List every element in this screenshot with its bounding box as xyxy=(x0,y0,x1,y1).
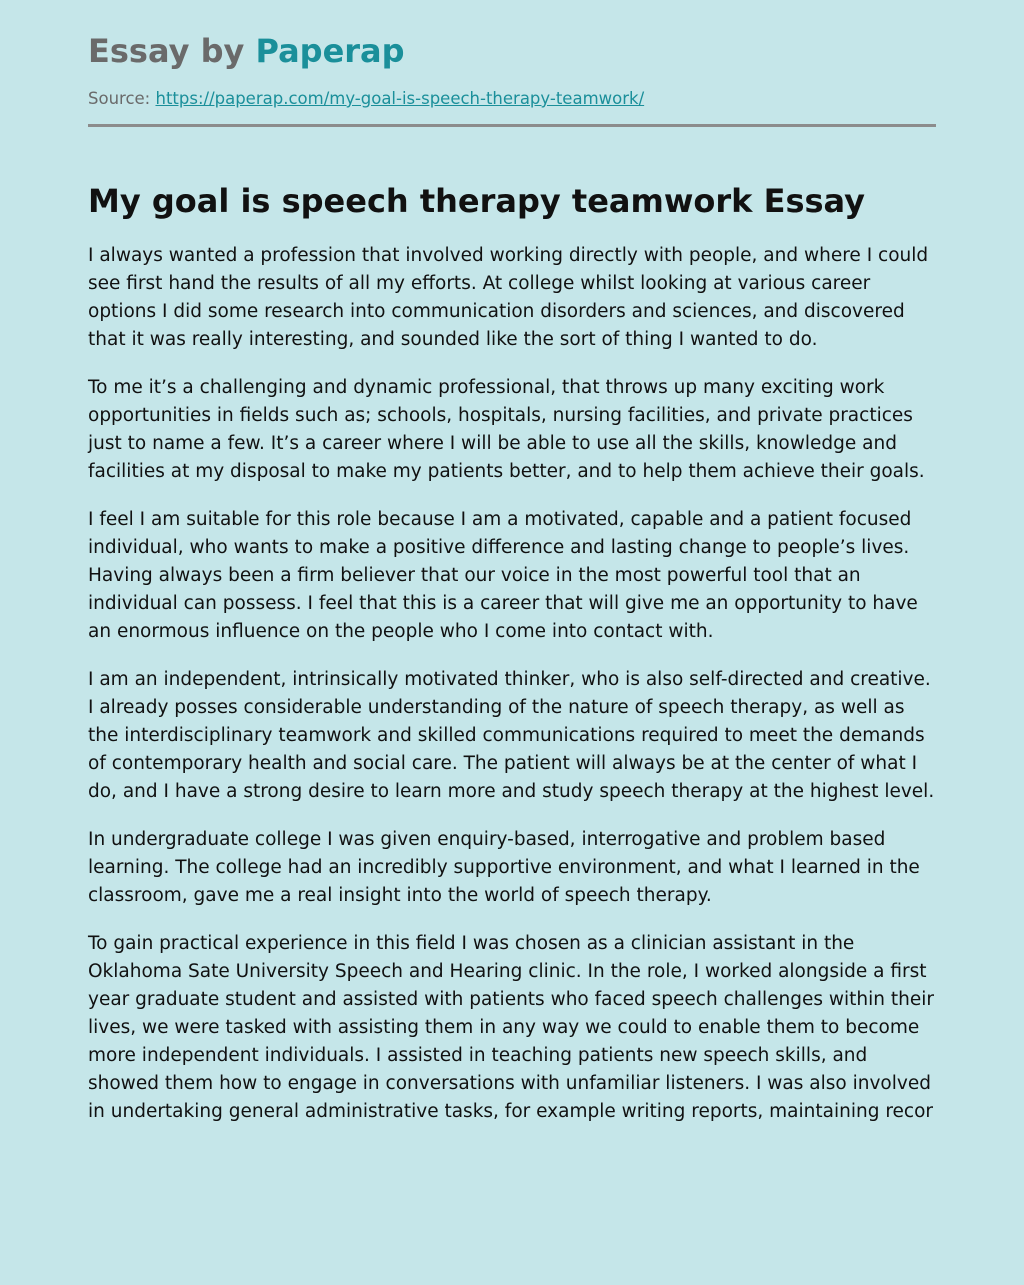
site-brand xyxy=(88,30,405,72)
brand-name: Paperap xyxy=(255,32,405,70)
essay-body xyxy=(88,242,938,1146)
essay-paragraph: I always wanted a profession that involved working directly with people, and where I could see first hand the results of all my efforts. At college whilst looking at various career options I did some research into communication disorders and sciences, and discovered that it was really interesting, and sounded like the sort of thing I wanted to do. xyxy=(88,245,929,350)
source-link[interactable]: https://paperap.com/my-goal-is-speech-therapy-teamwork/ xyxy=(155,89,645,108)
essay-paragraph: To me it’s a challenging and dynamic professional, that throws up many exciting work opportunities in fields such as; schools, hospitals, nursing facilities, and private practices just to name a few. It’s a career where I will be able to use all the skills, knowledge and facilities at my disposal to make my patients better, and to help them achieve their goals. xyxy=(88,377,925,482)
essay-paragraph: I feel I am suitable for this role because I am a motivated, capable and a patient focused individual, who wants to make a positive difference and lasting change to people’s lives. Having always been a firm believer that our voice in the most powerful tool that an individual can possess. I feel that this is a career that will give me an opportunity to have an enormous influence on the people who I come into contact with. xyxy=(88,509,918,642)
essay-title: My goal is speech therapy teamwork Essay xyxy=(88,182,866,220)
essay-paragraph: In undergraduate college I was given enquiry-based, interrogative and problem based learning. The college had an incredibly supportive environment, and what I learned in the classroom, gave me a real insight into the world of speech therapy. xyxy=(88,829,920,906)
essay-paragraph: To gain practical experience in this field I was chosen as a clinician assistant in the Oklahoma Sate University Speech and Hearing clinic. In the role, I worked alongside a first year graduate student and assisted with patients who faced speech challenges within their lives, we were tasked with assisting them in any way we could to enable them to become more independent individuals. I assisted in teaching patients new speech skills, and showed them how to engage in conversations with unfamiliar listeners. I was also involved in undertaking general administrative tasks, for example writing reports, maintaining recor xyxy=(88,933,934,1122)
source-label: Source: xyxy=(88,89,151,108)
header-divider xyxy=(88,124,936,127)
brand-prefix: Essay by xyxy=(88,32,256,70)
source-line xyxy=(88,88,644,110)
essay-paragraph: I am an independent, intrinsically motivated thinker, who is also self-directed and creative. I already posses considerable understanding of the nature of speech therapy, as well as the interdisciplinary teamwork and skilled communications required to meet the demands of contemporary health and social care. The patient will always be at the center of what I do, and I have a strong desire to learn more and study speech therapy at the highest level. xyxy=(88,669,935,802)
